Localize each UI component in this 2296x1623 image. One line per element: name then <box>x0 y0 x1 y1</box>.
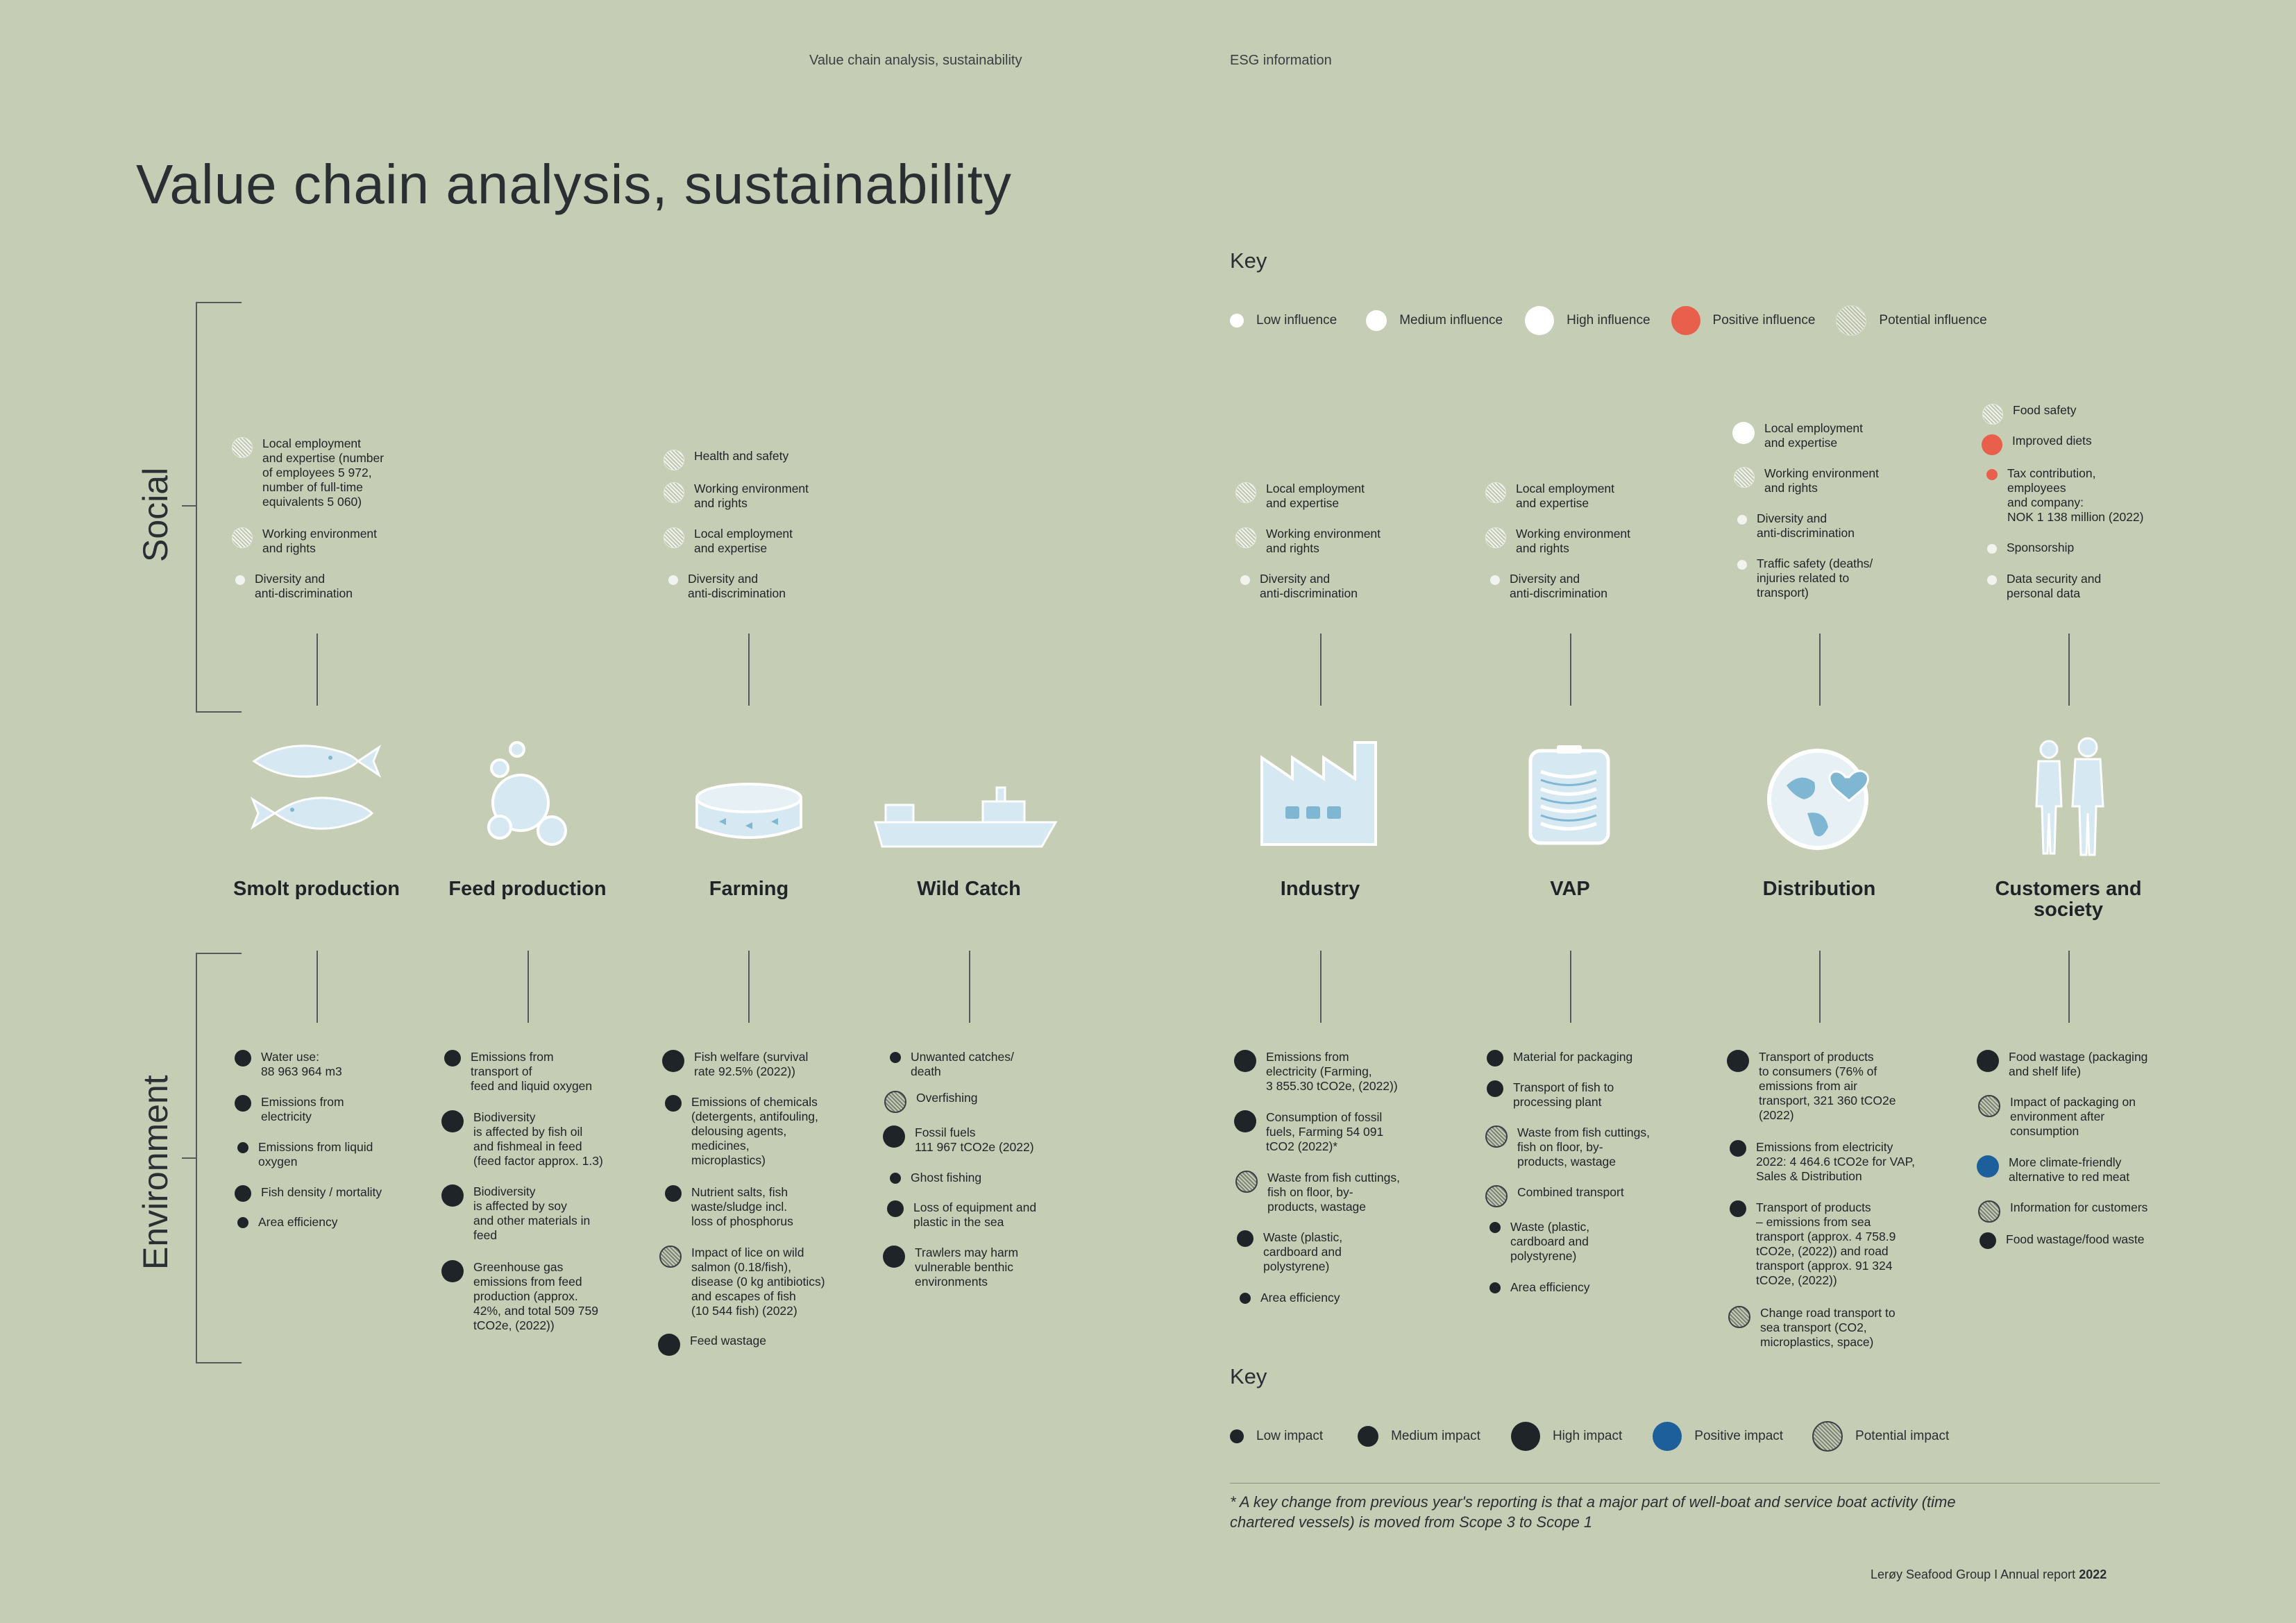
potential-influence-dot <box>1836 305 1866 336</box>
influence-dot <box>1734 467 1755 488</box>
env-item-text: Transport of products to consumers (76% of emissions from air transport, 321 360 tCO2e (2022) <box>1759 1050 1896 1122</box>
positive-impact-dot <box>1653 1422 1682 1451</box>
influence-dot <box>1986 469 1998 480</box>
impact-dot <box>1730 1200 1746 1217</box>
env-item <box>1489 1220 1589 1264</box>
influence-dot <box>1240 575 1250 585</box>
connector-line <box>1570 951 1571 1023</box>
impact-dot <box>1237 1230 1253 1247</box>
env-item-text: Water use: 88 963 964 m3 <box>261 1050 342 1078</box>
env-item <box>1978 1095 2136 1139</box>
environment-bracket <box>196 953 242 1363</box>
impact-dot <box>1235 1171 1258 1193</box>
social-item <box>1737 512 1855 541</box>
env-item <box>1977 1155 2129 1184</box>
env-item-text: Waste (plastic, cardboard and polystyrene) <box>1510 1220 1590 1263</box>
social-item <box>1240 572 1358 601</box>
env-item <box>890 1050 1014 1079</box>
impact-dot <box>658 1334 680 1356</box>
stage-label-farming: Farming <box>709 878 789 900</box>
social-item <box>1235 527 1381 556</box>
stage-label-feed: Feed production <box>448 878 607 900</box>
social-item-text: Diversity and anti-discrimination <box>688 572 786 600</box>
social-bracket-tick <box>182 505 196 507</box>
impact-dot <box>1240 1293 1251 1304</box>
env-item-text: Fish density / mortality <box>261 1185 382 1199</box>
connector-line <box>2068 951 2070 1023</box>
env-item-text: Waste from fish cuttings, fish on floor, by- products, wastage <box>1517 1125 1650 1169</box>
env-item <box>1487 1080 1614 1110</box>
impact-dot <box>887 1200 904 1217</box>
impact-dot <box>1727 1050 1749 1072</box>
impact-dot <box>235 1095 251 1112</box>
key-label: Medium influence <box>1399 313 1503 328</box>
social-item-text: Working environment and rights <box>1516 527 1631 555</box>
connector-line <box>1819 951 1821 1023</box>
env-key <box>1230 1421 2063 1452</box>
social-item <box>1732 422 1863 450</box>
stage-label-distribution: Distribution <box>1762 878 1876 900</box>
env-item-text: Fish welfare (survival rate 92.5% (2022)) <box>694 1050 809 1078</box>
key-label: Low impact <box>1256 1429 1324 1443</box>
env-item <box>662 1050 808 1079</box>
connector-line <box>527 951 529 1023</box>
stage-label-vap: VAP <box>1550 878 1590 900</box>
env-item-text: Waste (plastic, cardboard and polystyrene) <box>1263 1230 1343 1273</box>
influence-dot <box>1987 544 1997 554</box>
env-item-text: Biodiversity is affected by soy and other materials in feed <box>473 1184 591 1242</box>
env-item-text: Ghost fishing <box>911 1171 982 1184</box>
env-item-text: Area efficiency <box>258 1215 338 1229</box>
social-item-text: Local employment and expertise <box>694 527 793 555</box>
env-item <box>1235 1171 1400 1214</box>
social-item <box>1987 541 2074 555</box>
env-item <box>883 1246 1018 1289</box>
env-item <box>1977 1050 2147 1079</box>
social-item-text: Diversity and anti-discrimination <box>1510 572 1608 600</box>
impact-dot <box>883 1125 905 1148</box>
impact-dot <box>444 1050 461 1067</box>
footer-year: 2022 <box>2079 1567 2107 1581</box>
social-item <box>1982 404 2076 425</box>
impact-dot <box>1730 1140 1746 1157</box>
env-item-text: Area efficiency <box>1510 1280 1590 1294</box>
env-item <box>1487 1050 1632 1067</box>
env-item <box>659 1246 825 1318</box>
influence-dot <box>664 482 684 503</box>
env-item <box>1980 1232 2144 1249</box>
impact-dot <box>1977 1050 1999 1072</box>
stage-label-industry: Industry <box>1280 878 1360 900</box>
social-item-text: Diversity and anti-discrimination <box>255 572 353 600</box>
social-item-text: Health and safety <box>694 449 789 463</box>
key-label: Potential influence <box>1879 313 1987 328</box>
connector-line <box>1320 951 1322 1023</box>
stage-label-smolt: Smolt production <box>233 878 400 900</box>
env-item <box>1489 1280 1589 1295</box>
key-label: High impact <box>1552 1429 1623 1443</box>
env-item-text: Emissions from electricity 2022: 4 464.6 tCO2e for VAP, Sales & Distribution <box>1756 1140 1915 1183</box>
env-item-text: Emissions from electricity (Farming, 3 855.30 tCO2e, (2022)) <box>1266 1050 1398 1093</box>
impact-dot <box>1485 1125 1508 1148</box>
env-key-title: Key <box>1230 1364 1267 1388</box>
impact-dot <box>665 1185 682 1202</box>
env-item-text: Transport of fish to processing plant <box>1513 1080 1614 1109</box>
env-item <box>1978 1200 2147 1223</box>
social-item <box>1485 527 1630 556</box>
social-item-text: Working environment and rights <box>262 527 378 555</box>
social-item-text: Food safety <box>2013 403 2077 417</box>
impact-dot <box>659 1246 682 1268</box>
env-item-text: Emissions of chemicals (detergents, antifouling, delousing agents, medicines, microplastics) <box>691 1095 818 1167</box>
header-chapter-label: ESG information <box>1230 53 1332 68</box>
influence-dot <box>668 575 678 585</box>
fish-pen-icon <box>691 779 807 848</box>
env-item-text: Feed wastage <box>690 1334 766 1348</box>
impact-dot <box>1487 1050 1503 1067</box>
key-label: High influence <box>1567 313 1651 328</box>
env-item-text: Overfishing <box>916 1091 978 1105</box>
header-section-label: Value chain analysis, sustainability <box>809 53 1022 68</box>
key-label: Medium impact <box>1391 1429 1480 1443</box>
social-item-text: Data security and personal data <box>2007 572 2102 600</box>
impact-dot <box>235 1185 251 1202</box>
package-icon <box>1527 744 1614 847</box>
high-impact-dot <box>1511 1422 1540 1451</box>
social-item <box>232 437 384 509</box>
social-item <box>664 527 793 556</box>
impact-dot <box>883 1246 905 1268</box>
env-item <box>1237 1230 1342 1274</box>
footer-company: Lerøy Seafood Group I Annual report <box>1871 1567 2079 1581</box>
env-item <box>235 1185 382 1202</box>
social-item <box>1485 482 1614 511</box>
impact-dot <box>441 1110 464 1132</box>
env-item-text: Greenhouse gas emissions from feed production (approx. 42%, and total 509 759 tCO2e, (2022)) <box>473 1260 599 1332</box>
connector-line <box>969 951 970 1023</box>
impact-dot <box>662 1050 684 1072</box>
env-item-text: Fossil fuels 111 967 tCO2e (2022) <box>915 1125 1034 1154</box>
influence-dot <box>1235 482 1256 503</box>
impact-dot <box>890 1173 901 1184</box>
env-item-text: Emissions from electricity <box>261 1095 344 1123</box>
social-item-text: Sponsorship <box>2007 541 2075 554</box>
social-key-title: Key <box>1230 248 1267 273</box>
social-item <box>664 482 809 511</box>
social-item-text: Local employment and expertise (number of employees 5 972, number of full-time equivalents 5 060) <box>262 436 385 509</box>
env-item <box>658 1334 766 1356</box>
env-item-text: Material for packaging <box>1513 1050 1633 1064</box>
social-item <box>1734 467 1879 495</box>
env-item <box>887 1200 1036 1230</box>
impact-dot <box>884 1091 906 1113</box>
influence-dot <box>1485 527 1506 548</box>
key-label: Low influence <box>1256 313 1337 328</box>
env-item <box>235 1095 344 1124</box>
social-item-text: Traffic safety (deaths/ injuries related to transport) <box>1757 556 1873 600</box>
env-item <box>665 1185 793 1229</box>
social-item-text: Local employment and expertise <box>1266 482 1365 510</box>
impact-dot <box>1489 1222 1501 1233</box>
social-item-text: Improved diets <box>2012 434 2092 448</box>
env-item-text: Impact of packaging on environment after consumption <box>2010 1095 2136 1138</box>
stage-label-customers: Customers and society <box>1995 878 2142 921</box>
env-item-text: Consumption of fossil fuels, Farming 54 091 tCO2 (2022)* <box>1266 1110 1384 1153</box>
stage-label-wild-catch: Wild Catch <box>917 878 1021 900</box>
social-item <box>235 572 353 601</box>
influence-dot <box>1982 434 2002 455</box>
connector-line <box>748 634 750 706</box>
medium-impact-dot <box>1358 1426 1378 1447</box>
env-item-text: Emissions from transport of feed and liquid oxygen <box>471 1050 593 1093</box>
impact-dot <box>1487 1080 1503 1097</box>
env-item-text: Food wastage (packaging and shelf life) <box>2009 1050 2148 1078</box>
key-label: Positive influence <box>1712 313 1816 328</box>
connector-line <box>316 951 318 1023</box>
impact-dot <box>1485 1185 1508 1207</box>
env-item-text: Food wastage/food waste <box>2006 1232 2145 1246</box>
env-item <box>665 1095 818 1168</box>
env-item <box>1240 1291 1340 1305</box>
social-item <box>1987 572 2101 601</box>
env-item-text: Nutrient salts, fish waste/sludge incl. loss of phosphorus <box>691 1185 793 1228</box>
low-impact-dot <box>1230 1429 1244 1443</box>
key-label: Potential impact <box>1855 1429 1950 1443</box>
influence-dot <box>232 527 253 548</box>
connector-line <box>748 951 750 1023</box>
env-item <box>1730 1200 1896 1288</box>
footnote: * A key change from previous year's reporting is that a major part of well-boat and service boat activity (time chartered vessels) is moved from Scope 3 to Scope 1 <box>1230 1493 1956 1531</box>
salmon-icon <box>247 737 386 841</box>
env-item <box>1727 1050 1896 1123</box>
positive-influence-dot <box>1671 306 1700 335</box>
impact-dot <box>1234 1110 1256 1132</box>
impact-dot <box>1977 1155 1999 1178</box>
influence-dot <box>664 527 684 548</box>
social-section-label: Social <box>136 467 175 562</box>
influence-dot <box>235 575 245 585</box>
environment-bracket-tick <box>182 1157 196 1159</box>
env-item-text: Loss of equipment and plastic in the sea <box>913 1200 1037 1229</box>
globe-icon <box>1766 744 1877 855</box>
env-item-text: More climate-friendly alternative to red meat <box>2009 1155 2130 1184</box>
influence-dot <box>1235 527 1256 548</box>
env-item <box>1730 1140 1915 1184</box>
social-item <box>1986 467 2143 525</box>
env-item <box>441 1184 590 1243</box>
connector-line <box>2068 634 2070 706</box>
env-item <box>1234 1050 1398 1094</box>
social-item-text: Diversity and anti-discrimination <box>1757 511 1855 540</box>
impact-dot <box>1489 1282 1501 1293</box>
env-item <box>1485 1125 1650 1169</box>
potential-impact-dot <box>1812 1421 1843 1452</box>
impact-dot <box>235 1050 251 1067</box>
env-item <box>883 1125 1034 1155</box>
influence-dot <box>664 450 684 470</box>
impact-dot <box>890 1052 901 1063</box>
env-item <box>237 1215 337 1230</box>
influence-dot <box>1737 560 1747 570</box>
influence-dot <box>1987 575 1997 585</box>
env-item-text: Impact of lice on wild salmon (0.18/fish), disease (0 kg antibiotics) and escapes of fish (10 544 fish) (2022) <box>691 1246 825 1318</box>
impact-dot <box>1980 1232 1996 1249</box>
connector-line <box>1819 634 1821 706</box>
social-item-text: Tax contribution, employees and company: NOK 1 138 million (2022) <box>2007 466 2144 524</box>
env-item-text: Waste from fish cuttings, fish on floor, by- products, wastage <box>1267 1171 1400 1214</box>
social-key <box>1230 305 2063 336</box>
impact-dot <box>1978 1200 2000 1223</box>
medium-influence-dot <box>1366 310 1387 331</box>
connector-line <box>1570 634 1571 706</box>
social-item-text: Working environment and rights <box>694 482 809 510</box>
social-item <box>668 572 786 601</box>
social-item <box>1737 557 1873 600</box>
env-item <box>235 1050 342 1079</box>
impact-dot <box>665 1095 682 1112</box>
impact-dot <box>441 1260 464 1282</box>
env-item-text: Change road transport to sea transport (CO2, microplastics, space) <box>1760 1306 1896 1349</box>
env-item <box>441 1110 603 1169</box>
env-item <box>890 1171 981 1185</box>
env-item-text: Area efficiency <box>1260 1291 1340 1305</box>
footer <box>1871 1567 2107 1582</box>
social-item-text: Diversity and anti-discrimination <box>1260 572 1358 600</box>
env-item-text: Transport of products – emissions from sea transport (approx. 4 758.9 tCO2e, (2022)) and road transport (approx. 91 324 tCO2e, (2022)) <box>1756 1200 1896 1287</box>
environment-section-label: Environment <box>136 1075 175 1270</box>
people-icon <box>2028 737 2111 858</box>
bubbles-icon <box>482 737 573 848</box>
impact-dot <box>1728 1306 1750 1328</box>
env-item-text: Combined transport <box>1517 1185 1624 1199</box>
social-item-text: Working environment and rights <box>1266 527 1381 555</box>
key-label: Positive impact <box>1694 1429 1784 1443</box>
influence-dot <box>1732 422 1755 444</box>
env-item-text: Trawlers may harm vulnerable benthic environments <box>915 1246 1019 1289</box>
env-item <box>884 1091 978 1113</box>
connector-line <box>1320 634 1322 706</box>
env-item <box>1234 1110 1383 1154</box>
env-item-text: Biodiversity is affected by fish oil and fishmeal in feed (feed factor approx. 1.3) <box>473 1110 603 1168</box>
page-title: Value chain analysis, sustainability <box>136 153 1012 215</box>
env-item-text: Unwanted catches/ death <box>911 1050 1014 1078</box>
env-item <box>1485 1185 1624 1207</box>
env-item-text: Emissions from liquid oxygen <box>258 1140 373 1169</box>
connector-line <box>316 634 318 706</box>
env-item <box>444 1050 592 1094</box>
boat-icon <box>872 784 1063 853</box>
social-item <box>1490 572 1607 601</box>
social-item-text: Local employment and expertise <box>1764 421 1864 450</box>
divider <box>1230 1483 2160 1484</box>
influence-dot <box>232 437 253 458</box>
env-item-text: Information for customers <box>2010 1200 2148 1214</box>
influence-dot <box>1982 404 2003 425</box>
env-item <box>237 1140 373 1169</box>
env-item <box>441 1260 598 1333</box>
influence-dot <box>1485 482 1506 503</box>
social-item-text: Local employment and expertise <box>1516 482 1615 510</box>
high-influence-dot <box>1525 306 1554 335</box>
impact-dot <box>237 1142 248 1153</box>
factory-icon <box>1258 737 1383 848</box>
social-item-text: Working environment and rights <box>1764 466 1880 495</box>
low-influence-dot <box>1230 314 1244 328</box>
social-item <box>232 527 377 556</box>
impact-dot <box>237 1217 248 1228</box>
influence-dot <box>1737 515 1747 525</box>
social-item <box>664 450 788 470</box>
impact-dot <box>1978 1095 2000 1117</box>
impact-dot <box>441 1184 464 1207</box>
influence-dot <box>1490 575 1500 585</box>
social-item <box>1235 482 1365 511</box>
social-item <box>1982 434 2092 455</box>
impact-dot <box>1234 1050 1256 1072</box>
env-item <box>1728 1306 1896 1350</box>
